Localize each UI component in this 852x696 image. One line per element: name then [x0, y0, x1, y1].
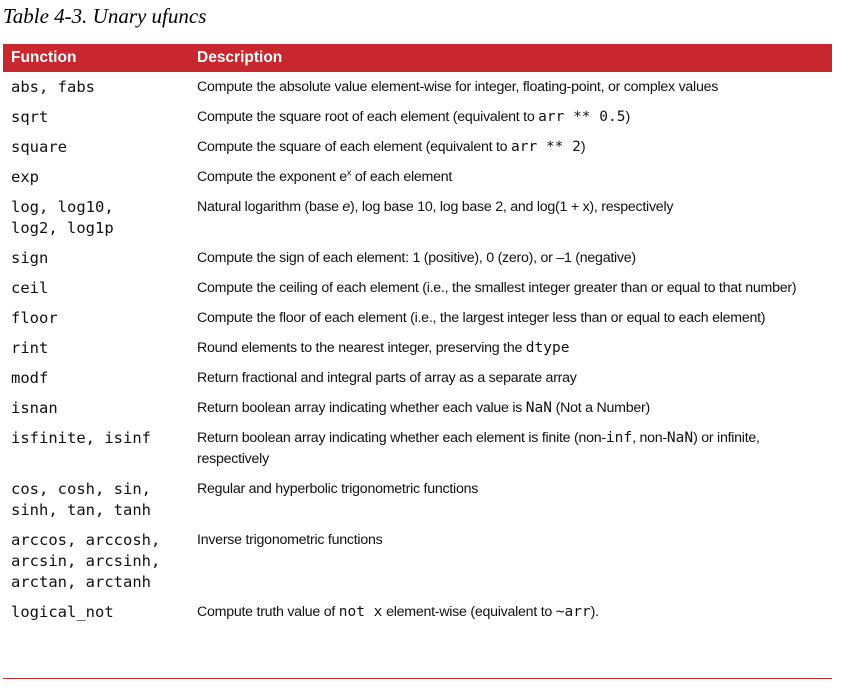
function-name-cell: [3, 162, 189, 192]
description-cell: [189, 303, 832, 333]
table-row: [3, 132, 832, 162]
function-name-line: abs, fabs: [11, 78, 95, 96]
function-name-cell: [3, 363, 189, 393]
unary-ufuncs-table: [3, 44, 832, 627]
description-cell: [189, 363, 832, 393]
description-text: Return boolean array indicating whether each element is finite (non-: [197, 430, 606, 446]
description-text: Return fractional and integral parts of array as a separate array: [197, 370, 577, 386]
table-row: [3, 393, 832, 423]
function-name-line: arctan, arctanh: [11, 573, 151, 591]
function-name-line: isfinite, isinf: [11, 429, 151, 447]
inline-code: NaN: [525, 400, 552, 416]
description-cell: [189, 72, 832, 102]
function-name-line: exp: [11, 168, 39, 186]
description-text: of each element: [351, 169, 453, 185]
description-text: , non-: [632, 430, 667, 446]
description-cell: [189, 192, 832, 243]
description-text: Compute the square root of each element (equivalent to: [197, 109, 539, 125]
description-text: ): [625, 109, 630, 125]
function-name-line: sign: [11, 249, 49, 267]
inline-code: NaN: [666, 430, 694, 446]
inline-code: not x: [338, 604, 383, 620]
function-name-line: modf: [11, 369, 49, 387]
table-row: [3, 273, 832, 303]
description-cell: [189, 162, 832, 192]
table-header-row: [3, 44, 832, 72]
description-text: e: [342, 199, 351, 215]
description-cell: [189, 132, 832, 162]
description-text: ), log base 10, log base 2, and log(1 + x), respectively: [350, 199, 674, 215]
header-function: Function: [3, 44, 189, 72]
description-text: Inverse trigonometric functions: [197, 532, 383, 548]
table-row: [3, 363, 832, 393]
description-cell: [189, 525, 832, 597]
table-bottom-rule: [3, 678, 832, 679]
description-text: Return boolean array indicating whether each value is: [197, 400, 526, 416]
function-name-line: rint: [11, 339, 49, 357]
function-name-cell: [3, 102, 189, 132]
function-name-line: isnan: [11, 399, 58, 417]
description-text: ): [580, 139, 586, 155]
function-name-line: arccos, arccosh,: [11, 531, 161, 549]
function-name-cell: [3, 192, 189, 243]
table-row: [3, 597, 832, 627]
description-cell: [189, 423, 832, 474]
table-body: [3, 72, 832, 627]
inline-code: inf: [605, 430, 633, 446]
function-name-line: logical_not: [11, 603, 114, 621]
function-name-cell: [3, 423, 189, 474]
description-cell: [189, 597, 832, 627]
table-row: [3, 72, 832, 102]
table-row: [3, 333, 832, 363]
function-name-line: cos, cosh, sin,: [11, 480, 151, 498]
description-cell: [189, 273, 832, 303]
table-row: [3, 102, 832, 132]
description-cell: [189, 474, 832, 525]
table-row: [3, 243, 832, 273]
description-cell: [189, 243, 832, 273]
function-name-line: sqrt: [11, 108, 49, 126]
inline-code: ~arr: [555, 604, 591, 620]
description-cell: [189, 393, 832, 423]
inline-code: dtype: [525, 340, 570, 356]
function-name-cell: [3, 273, 189, 303]
description-text: element-wise (equivalent to: [382, 604, 556, 620]
function-name-line: ceil: [11, 279, 49, 297]
description-text: ) or infinite, respectively: [197, 430, 760, 467]
description-cell: [189, 102, 832, 132]
table-row: [3, 525, 832, 597]
function-name-line: arcsin, arcsinh,: [11, 552, 161, 570]
function-name-line: floor: [11, 309, 58, 327]
description-text: (Not a Number): [551, 400, 650, 416]
description-text: ).: [590, 604, 599, 620]
description-text: Compute truth value of: [197, 604, 339, 620]
description-text: Natural logarithm (base: [197, 199, 343, 215]
description-text: Compute the absolute value element-wise for integer, floating-point, or complex values: [197, 79, 719, 95]
function-name-cell: [3, 303, 189, 333]
inline-code: arr ** 2: [511, 139, 581, 155]
function-name-cell: [3, 474, 189, 525]
description-text: Regular and hyperbolic trigonometric functions: [197, 481, 479, 497]
function-name-cell: [3, 132, 189, 162]
table-row: [3, 162, 832, 192]
description-text: Round elements to the nearest integer, preserving the: [197, 340, 526, 356]
table-row: [3, 303, 832, 333]
description-text: Compute the square of each element (equivalent to: [197, 139, 512, 155]
description-text: Compute the sign of each element: 1 (positive), 0 (zero), or –1 (negative): [197, 250, 636, 266]
function-name-cell: [3, 243, 189, 273]
description-text: Compute the floor of each element (i.e., the largest integer less than or equal to each element): [197, 310, 766, 326]
function-name-line: sinh, tan, tanh: [11, 501, 151, 519]
description-text: x: [346, 167, 352, 178]
description-text: Compute the ceiling of each element (i.e., the smallest integer greater than or equal to that number): [197, 280, 797, 296]
function-name-cell: [3, 597, 189, 627]
inline-code: arr ** 0.5: [538, 109, 626, 125]
header-description: Description: [189, 44, 832, 72]
description-cell: [189, 333, 832, 363]
function-name-cell: [3, 525, 189, 597]
description-text: Compute the exponent e: [197, 169, 347, 185]
function-name-cell: [3, 393, 189, 423]
table-row: [3, 423, 832, 474]
table-row: [3, 192, 832, 243]
function-name-line: log2, log1p: [11, 219, 114, 237]
function-name-cell: [3, 333, 189, 363]
function-name-cell: [3, 72, 189, 102]
function-name-line: log, log10,: [11, 198, 114, 216]
table-row: [3, 474, 832, 525]
function-name-line: square: [11, 138, 67, 156]
table-caption: Table 4-3. Unary ufuncs: [3, 4, 207, 28]
